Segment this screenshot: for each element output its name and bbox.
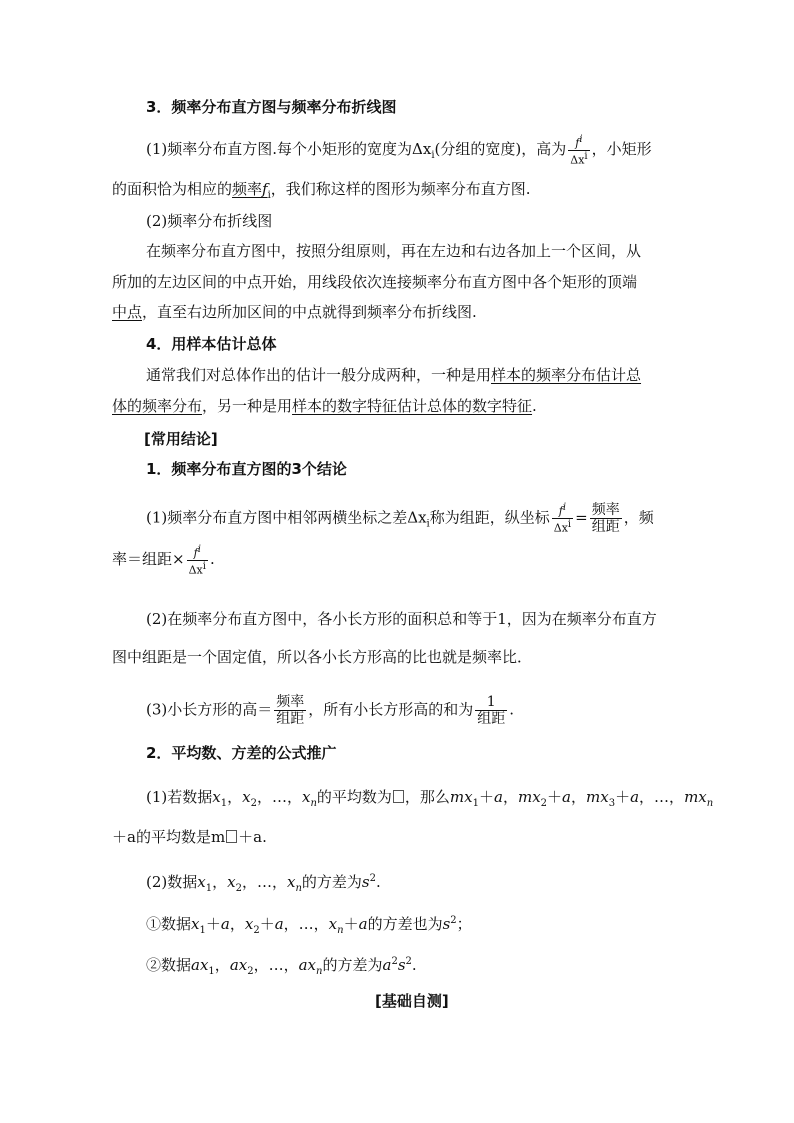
conclusion1-item3: [146, 695, 514, 726]
common-conclusions-header: [常用结论]: [144, 430, 218, 448]
text: 组距: [591, 519, 620, 535]
text: 1: [486, 694, 496, 710]
text: ＋a.: [238, 828, 267, 846]
text: 组距: [477, 711, 506, 727]
text: i: [579, 134, 583, 145]
text: .: [509, 700, 515, 719]
text: 的方差为: [322, 956, 383, 974]
mean-item1-line2: [112, 826, 267, 848]
fraction: [475, 695, 507, 726]
conclusion1-title: 1．频率分布直方图的3个结论: [146, 460, 347, 478]
text: ，另一种是用: [202, 397, 293, 415]
sec3-para2-title: (2)频率分布折线图: [146, 212, 273, 230]
variance-item4: ②数据$ax_1$，$ax_2$，…，$ax_n$的方差为$a^2s^2$.: [146, 956, 417, 977]
fraction: [187, 545, 208, 575]
text: ，频: [623, 508, 654, 527]
text: i: [562, 502, 567, 514]
text: f: [558, 505, 563, 518]
text: f: [575, 136, 580, 150]
underlined-term: [232, 180, 271, 201]
text: ，所有小长方形高的和为: [308, 700, 474, 719]
text: 通常我们对总体作出的估计一般分成两种，一种是用: [146, 366, 492, 384]
text: (1)若数据: [146, 788, 213, 806]
underlined-term: 体的频率分布: [112, 397, 203, 415]
text: 率＝组距×: [112, 550, 185, 569]
text: 频率: [591, 502, 620, 518]
text: i: [202, 560, 206, 572]
x-bar-placeholder-icon: [393, 790, 404, 803]
text: (3)小长方形的高＝: [146, 700, 273, 719]
fraction: [590, 503, 622, 534]
mean-item1-line1: (1)若数据$x_1$，$x_2$，…，$x_n$的平均数为 ，那么$mx_1+a$，$mx_2+a$，$mx_3+a$，…，$mx_n$: [146, 788, 714, 809]
conclusion1-item1-line2: [112, 545, 215, 575]
text: f: [262, 180, 268, 198]
text: i: [567, 519, 572, 530]
text: Δx: [188, 563, 203, 577]
text: 的方差为: [301, 873, 362, 891]
section3-title: 3．频率分布直方图与频率分布折线图: [146, 98, 397, 116]
sec3-para2-line2: 所加的左边区间的中点开始，用线段依次连接频率分布直方图中各个矩形的顶端: [112, 273, 638, 291]
sec3-para2-line1: 在频率分布直方图中，按照分组原则，再在左边和右边各加上一个区间，从: [146, 242, 642, 260]
sec3-para1-line1: [146, 135, 652, 167]
variance-item3: ①数据$x_1+a$，$x_2+a$，…，$x_n+a$的方差也为$s^2$；: [146, 915, 472, 936]
text: f: [193, 546, 198, 560]
conclusion2-title: 2．平均数、方差的公式推广: [146, 744, 337, 762]
fraction: [568, 135, 589, 165]
text: ，那么: [404, 788, 450, 806]
basic-self-test-header: [基础自测]: [375, 992, 449, 1010]
text: ，直至右边所加区间的中点就得到频率分布折线图.: [142, 303, 477, 321]
text: Δx: [412, 140, 432, 159]
conclusion1-item1-line1: [146, 503, 654, 536]
underlined-term: 样本的数字特征估计总体的数字特征: [292, 397, 533, 415]
conclusion1-item2-line2: 图中组距是一个固定值，所以各小长方形高的比也就是频率比．: [112, 648, 533, 666]
text: 的面积恰为相应的: [112, 180, 233, 198]
text: 频率: [232, 180, 263, 198]
text: .: [209, 550, 215, 569]
fraction: [274, 695, 306, 726]
sec4-line1: [146, 364, 641, 386]
text: i: [197, 544, 201, 555]
text: i: [267, 190, 271, 201]
text: 称为组距，纵坐标: [429, 508, 550, 527]
underlined-term: 中点: [112, 303, 143, 321]
text: ①数据: [146, 915, 192, 933]
text: 组距: [276, 711, 305, 727]
text: ＋a的平均数是m: [112, 828, 226, 846]
text: .: [532, 397, 537, 415]
text: Δx: [407, 508, 427, 527]
text: i: [584, 150, 588, 162]
text: (1)频率分布直方图中相邻两横坐标之差: [146, 508, 408, 527]
text: ，我们称这样的图形为频率分布直方图.: [270, 180, 531, 198]
sec4-line2: [112, 395, 537, 417]
text: =: [575, 508, 588, 527]
text: (分组的宽度)，高为: [434, 140, 567, 159]
conclusion1-item2-line1: (2)在频率分布直方图中，各小长方形的面积总和等于1，因为在频率分布直方: [146, 610, 657, 628]
section4-title: 4．用样本估计总体: [146, 335, 277, 353]
text: i: [431, 150, 435, 162]
text: 频率: [276, 694, 305, 710]
text: ②数据: [146, 956, 192, 974]
sec3-para2-line3: [112, 301, 477, 323]
x-bar-placeholder-icon: [226, 830, 237, 843]
text: (1)频率分布直方图.每个小矩形的宽度为: [146, 140, 413, 159]
text: ，小矩形: [591, 140, 652, 159]
text: 的方差也为: [367, 915, 443, 933]
fraction: [552, 503, 573, 533]
text: Δx: [570, 153, 585, 167]
underlined-term: 样本的频率分布估计总: [491, 366, 642, 384]
text: Δx: [553, 521, 568, 535]
sec3-para1-line2: [112, 178, 531, 207]
text: (2)数据: [146, 873, 198, 891]
text: i: [426, 518, 430, 530]
text: 的平均数为: [316, 788, 392, 806]
variance-item2: (2)数据$x_1$，$x_2$，…，$x_n$的方差为$s^2$.: [146, 873, 381, 894]
